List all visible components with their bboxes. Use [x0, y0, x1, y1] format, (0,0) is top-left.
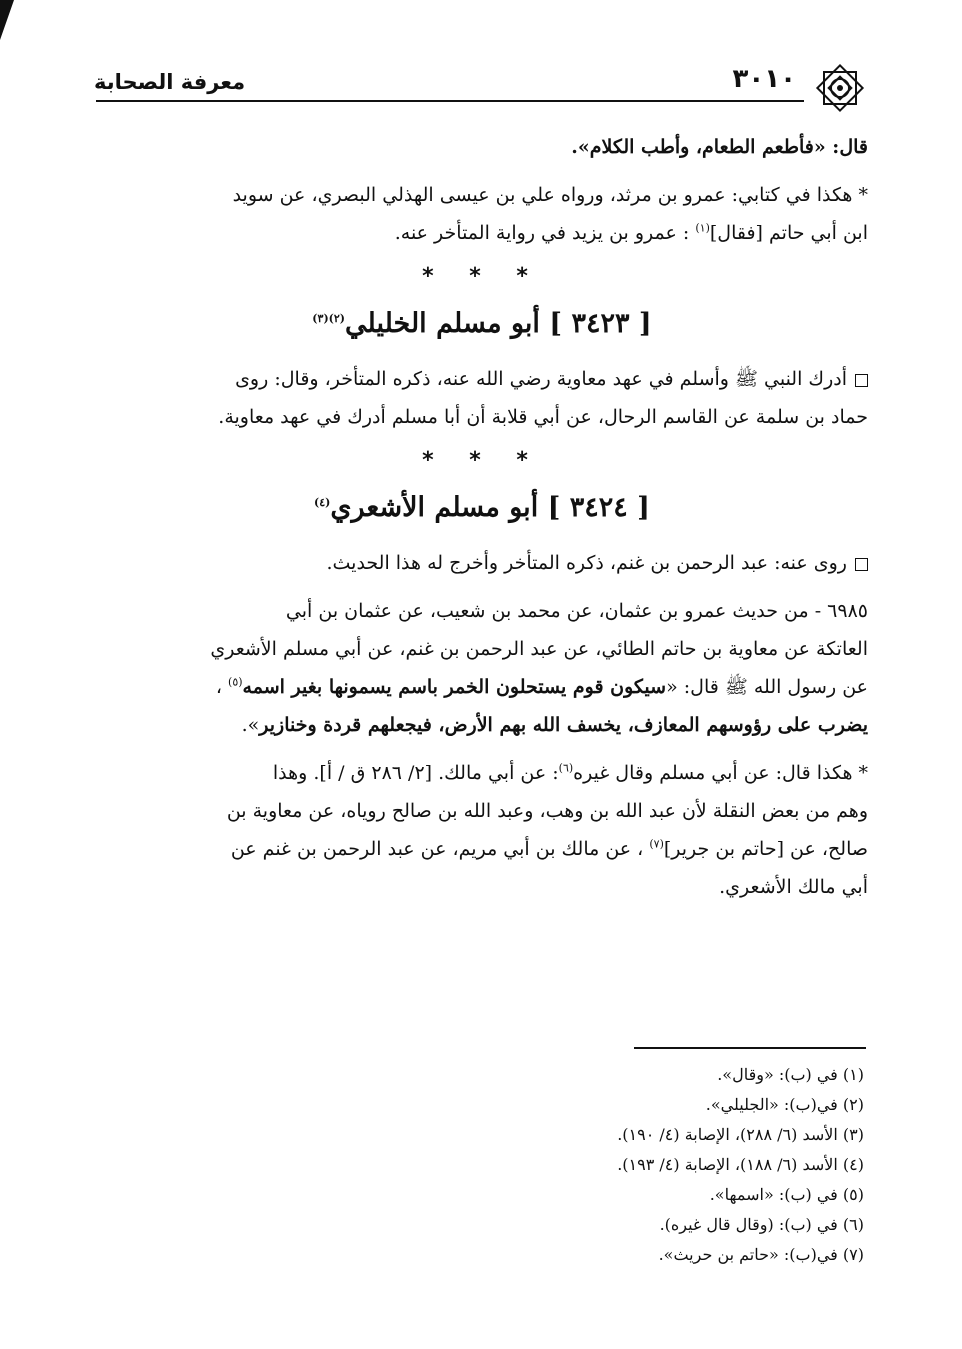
heading-text: [ ٣٤٢٣ ] أبو مسلم الخليلي	[345, 308, 652, 339]
footnote-item: (٧) في(ب): «حاتم بن حريث».	[658, 1245, 864, 1264]
section-heading	[96, 302, 868, 346]
paragraph	[96, 592, 868, 744]
heading-text: [ ٣٤٢٤ ] أبو مسلم الأشعري	[330, 492, 650, 523]
star-ornament-icon	[810, 58, 870, 118]
paragraph	[96, 128, 868, 166]
text-line: العاتكة عن معاوية بن حاتم الطائي، عن عبد الرحمن بن غنم، عن أبي مسلم الأشعري	[210, 638, 868, 660]
text-line: قال: «فأطعم الطعام، وأطب الكلام».	[571, 136, 868, 158]
text-segment: : عن أبي مالك. [٢/ ٢٨٦ ق / أ]. وهذا	[272, 762, 559, 784]
text-line: حماد بن سلمة عن القاسم الرحال، عن أبي قلابة أن أبا مسلم أدرك في عهد معاوية.	[218, 406, 868, 428]
text-segment: * هكذا قال: عن أبي مسلم وقال غيره	[573, 762, 868, 784]
text-segment: صالح، عن [حاتم بن جرير]	[663, 838, 868, 860]
footnote-ref: (٧)	[649, 837, 664, 851]
paragraph	[96, 544, 868, 582]
hadith-text: سيكون قوم يستحلون الخمر باسم يسمونها بغير اسمه	[242, 676, 667, 698]
text-line: وهم من بعض النقلة لأن عبد الله بن وهب، وعبد الله بن صالح روياه، عن معاوية بن	[226, 800, 868, 822]
main-text	[96, 128, 868, 910]
footnote-item: (٥) في (ب): «اسمها».	[709, 1185, 864, 1204]
footnote-item: (٢) في(ب): «الجليلي».	[705, 1095, 864, 1114]
text-segment: ».	[241, 714, 260, 736]
footnote-item: (١) في (ب): «وقال».	[717, 1065, 864, 1084]
text-line: ٦٩٨٥ - من حديث عمرو بن عثمان، عن محمد بن شعيب، عن عثمان بن أبي	[285, 600, 868, 622]
text-segment: ، عن مالك بن أبي مريم، عن عبد الرحمن بن غنم عن	[230, 838, 644, 860]
text-line: أبي مالك الأشعري.	[719, 876, 868, 898]
corner-scan-mark	[0, 0, 14, 40]
text-segment: ،	[215, 676, 222, 698]
footnote-ref: (٤)	[314, 496, 331, 509]
header-divider	[96, 100, 804, 102]
footnote-ref: (٢)(٣)	[312, 312, 345, 325]
square-bullet-icon	[855, 374, 868, 387]
section-separator: * * *	[422, 448, 542, 473]
text-line: روى عنه: عبد الرحمن بن غنم، ذكره المتأخر وأخرج له هذا الحديث.	[326, 552, 847, 574]
paragraph	[96, 754, 868, 906]
text-segment: عن رسول الله ﷺ قال: «	[666, 676, 868, 698]
footnotes	[96, 1060, 864, 1270]
paragraph	[96, 360, 868, 436]
text-line: أدرك النبي ﷺ وأسلم في عهد معاوية رضي الله عنه، ذكره المتأخر، وقال: روى	[235, 368, 847, 390]
footnote-divider	[634, 1047, 866, 1049]
text-segment: ابن أبي حاتم [فقال]	[709, 222, 868, 244]
hadith-text: يضرب على رؤوسهم المعازف، يخسف الله بهم الأرض، فيجعلهم قردة وخنازير	[259, 714, 868, 736]
page-number: ٣٠١٠	[732, 64, 796, 94]
footnote-item: (٦) في (ب): (وقال قال غيره).	[659, 1215, 864, 1234]
footnote-item: (٤) الأسد (٦/ ١٨٨)، الإصابة (٤/ ١٩٣).	[617, 1155, 864, 1174]
text-line: * هكذا في كتابي: عمرو بن مرثد، ورواه علي بن عيسى الهذلي البصري، عن سويد	[232, 184, 868, 206]
book-title: معرفة الصحابة	[94, 70, 246, 94]
footnote-item: (٣) الأسد (٦/ ٢٨٨)، الإصابة (٤/ ١٩٠).	[617, 1125, 864, 1144]
footnote-ref: (١)	[695, 221, 710, 235]
page-header	[94, 62, 866, 102]
section-heading	[96, 486, 868, 530]
paragraph	[96, 176, 868, 252]
section-separator: * * *	[422, 264, 542, 289]
text-segment: : عمرو بن يزيد في رواية المتأخر عنه.	[394, 222, 690, 244]
footnote-ref: (٦)	[558, 761, 574, 775]
footnote-ref: (٥)	[228, 675, 243, 689]
square-bullet-icon	[855, 558, 868, 571]
